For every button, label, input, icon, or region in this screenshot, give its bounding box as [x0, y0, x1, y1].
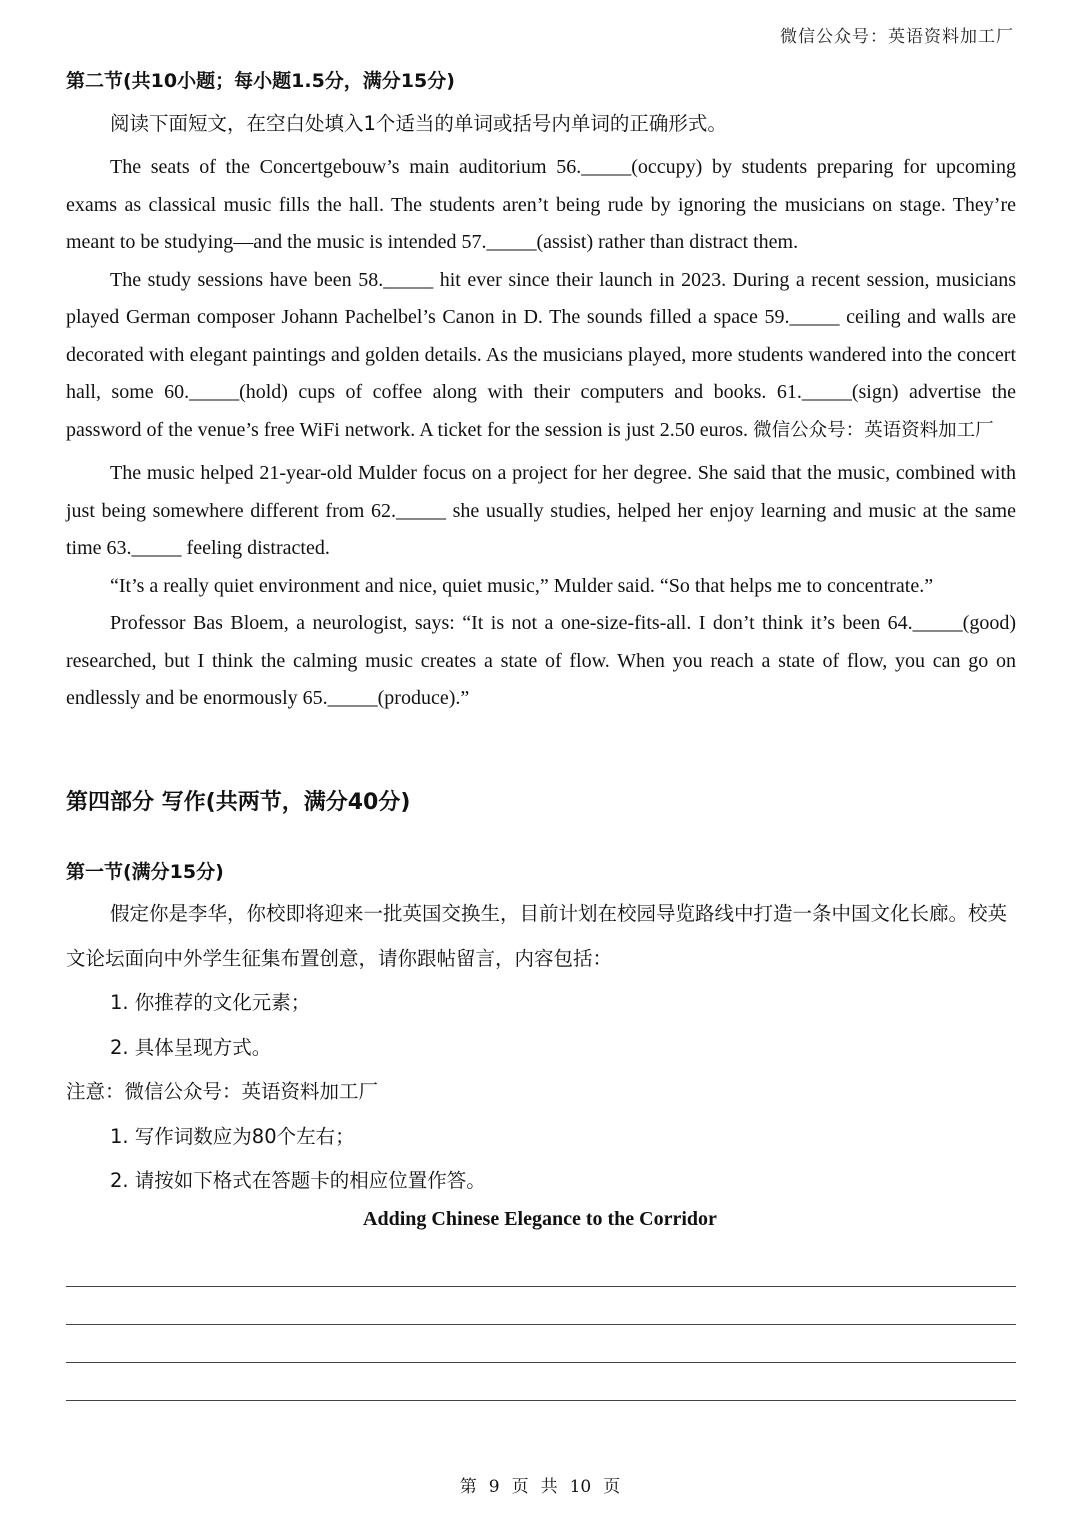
- note-item-2: 2. 请按如下格式在答题卡的相应位置作答。: [110, 1169, 486, 1192]
- header-watermark: 微信公众号：英语资料加工厂: [780, 27, 1014, 47]
- answer-line: [66, 1362, 1016, 1363]
- essay-title: Adding Chinese Elegance to the Corridor: [363, 1208, 717, 1230]
- footer-total-label: 共: [540, 1477, 558, 1497]
- note-label: 注意：微信公众号：英语资料加工厂: [66, 1080, 379, 1103]
- footer-page-label: 第: [459, 1477, 477, 1497]
- passage-paragraph-5: Professor Bas Bloem, a neurologist, says: “It is not a one-size-fits-all. I don’t think it’s been 64._____(good) researched, but I think the calming music creates a state of flow. When you reach a state of flow, you can go on endlessly and be enormously 65._____(produce).”: [66, 612, 1016, 709]
- section2-heading: 第二节(共10小题；每小题1.5分，满分15分): [66, 70, 455, 92]
- answer-line: [66, 1400, 1016, 1401]
- page-footer: [0, 1472, 1080, 1497]
- writing-prompt: 假定你是李华，你校即将迎来一批英国交换生，目前计划在校园导览路线中打造一条中国文化长廊。校英文论坛面向中外学生征集布置创意，请你跟帖留言，内容包括：: [66, 902, 1008, 970]
- footer-page-number: 9: [488, 1477, 500, 1497]
- passage-paragraph-2-text: The study sessions have been 58._____ hit ever since their launch in 2023. During a recent session, musicians played German composer Johann Pachelbel’s Canon in D. The sounds filled a space 59._____ ceiling and walls are decorated with elegant paintings and golden details. As the musicians played, more students wandered into the concert hall, some 60._____(hold) cups of coffee along with their computers and books. 61._____(sign) advertise the password of the venue’s free WiFi network. A ticket for the session is just 2.50 euros.: [66, 268, 1016, 441]
- reading-passage: [66, 149, 1016, 718]
- answer-line: [66, 1286, 1016, 1287]
- content-item-2: 2. 具体呈现方式。: [110, 1035, 272, 1059]
- answer-line: [66, 1324, 1016, 1325]
- footer-total-number: 10: [569, 1477, 592, 1497]
- footer-total-word: 页: [603, 1477, 621, 1497]
- passage-paragraph-1: The seats of the Concertgebouw’s main auditorium 56._____(occupy) by students preparing for upcoming exams as classical music fills the hall. The students aren’t being rude by ignoring the musicians on stage. They’re meant to be studying—and the music is intended 57._____(assist) rather than distract them.: [66, 156, 1016, 253]
- passage-paragraph-4: “It’s a really quiet environment and nice, quiet music,” Mulder said. “So that helps me to concentrate.”: [110, 574, 934, 597]
- section2-instruction: 阅读下面短文，在空白处填入1个适当的单词或括号内单词的正确形式。: [110, 112, 727, 135]
- note-item-1: 1. 写作词数应为80个左右；: [110, 1124, 355, 1148]
- passage-paragraph-2: [66, 262, 1016, 450]
- passage-paragraph-3: The music helped 21-year-old Mulder focus on a project for her degree. She said that the music, combined with just being somewhere different from 62._____ she usually studies, helped her enjoy learning and music at the same time 63._____ feeling distracted.: [66, 462, 1016, 559]
- content-item-1: 1. 你推荐的文化元素；: [110, 991, 311, 1014]
- part4-section1-heading: 第一节(满分15分): [66, 861, 224, 883]
- part4-heading: 第四部分 写作(共两节，满分40分): [66, 790, 411, 815]
- inline-watermark: 微信公众号：英语资料加工厂: [753, 419, 994, 441]
- writing-task: [66, 892, 1016, 1204]
- footer-page-word: 页: [511, 1477, 529, 1497]
